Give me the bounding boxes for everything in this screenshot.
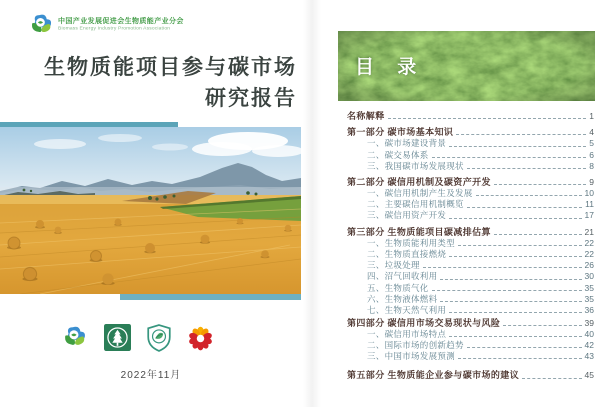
dot-leader [388,118,587,119]
dot-leader [458,245,582,246]
dot-leader [494,234,582,235]
toc-entry[interactable] [347,305,594,316]
association-name-en: Biomass Energy Industry Promotion Association [58,25,171,31]
toc-entry-label: 第三部分 生物质能项目碳减排估算 [347,226,491,237]
partner-logo-row [0,322,302,354]
toc-entry-page: 6 [589,149,594,160]
toc-entry[interactable] [347,227,594,238]
toc-entry-label: 四、沼气回收利用 [367,271,438,282]
toc-title: 目 录 [355,57,426,78]
toc-entry[interactable] [347,283,594,294]
toc-entry-page: 4 [589,127,594,138]
dot-leader [494,184,586,185]
toc-entry-page: 22 [584,237,594,248]
toc-entry-page: 17 [584,210,594,221]
toc-entry-label: 二、国际市场的创新趋势 [367,340,464,351]
toc-entry[interactable] [347,238,594,249]
dot-leader [467,207,582,208]
toc-entry-page: 39 [584,317,594,328]
dot-leader [476,195,582,196]
toc-entry-page: 35 [584,293,594,304]
toc-list [347,111,594,382]
toc-entry-label: 三、垃圾处理 [367,260,420,271]
toc-entry-label: 二、生物质直接燃烧 [367,249,447,260]
dot-leader [458,358,582,359]
toc-entry-label: 一、碳信用机制产生及发展 [367,188,473,199]
toc-entry-page: 21 [584,226,594,237]
toc-entry[interactable] [347,211,594,222]
toc-entry-page: 9 [589,176,594,187]
toc-entry[interactable] [347,249,594,260]
toc-entry-label: 第四部分 碳信用市场交易现状与风险 [347,317,501,328]
toc-entry-page: 22 [584,249,594,260]
toc-entry[interactable] [347,199,594,210]
dot-leader [423,267,582,268]
toc-entry-page: 5 [589,138,594,149]
dot-leader [440,301,581,302]
dot-leader [449,336,581,337]
dot-leader [449,218,581,219]
toc-entry-label: 名称解释 [347,110,385,121]
toc-entry-page: 40 [584,328,594,339]
toc-entry-page: 26 [584,260,594,271]
dot-leader [449,256,581,257]
dot-leader [440,279,581,280]
toc-entry-page: 30 [584,271,594,282]
association-leaf-heart-icon [29,13,54,36]
toc-entry[interactable] [347,188,594,199]
toc-entry[interactable] [347,351,594,362]
association-name-cn: 中国产业发展促进会生物质能产业分会 [58,17,184,25]
toc-forest-banner [338,31,595,101]
toc-entry-page: 10 [584,188,594,199]
toc-entry-label: 一、碳信用市场特点 [367,328,447,339]
toc-entry-page: 11 [585,199,594,210]
toc-entry-page: 45 [584,370,594,381]
report-title [17,52,297,114]
toc-entry-label: 七、生物天然气利用 [367,304,447,315]
toc-entry-page: 36 [584,304,594,315]
dot-leader [432,290,582,291]
toc-entry[interactable] [347,177,594,188]
toc-entry[interactable] [347,294,594,305]
toc-entry-label: 第五部分 生物质能企业参与碳市场的建议 [347,370,520,381]
green-tree-square-logo [104,324,131,351]
dot-leader [467,168,586,169]
dot-leader [456,134,586,135]
toc-entry-page: 1 [589,110,594,121]
toc-entry-label: 一、生物质能利用类型 [367,237,456,248]
toc-entry-label: 二、碳交易体系 [367,149,429,160]
dot-leader [503,325,581,326]
dot-leader [432,157,587,158]
toc-entry-label: 一、碳市场建设背景 [367,138,447,149]
publication-date: 2022年11月 [120,370,182,381]
dot-leader [467,347,582,348]
toc-entry[interactable] [347,127,594,138]
toc-entry-label: 三、中国市场发展预测 [367,351,456,362]
biomass-association-logo [62,324,88,350]
toc-entry[interactable] [347,329,594,340]
toc-entry-label: 二、主要碳信用机制概览 [367,199,464,210]
page-gutter [303,0,321,407]
toc-entry-label: 五、生物质气化 [367,282,429,293]
eco-shield-logo [146,324,172,352]
toc-entry[interactable] [347,161,594,172]
toc-entry[interactable] [347,370,594,381]
toc-entry-page: 43 [584,351,594,362]
toc-entry-label: 六、生物液体燃料 [367,293,438,304]
petrochina-logo [187,324,214,351]
teal-accent-bar-bottom [120,294,301,300]
report-title-line1: 生物质能项目参与碳市场 [44,56,297,79]
toc-entry-label: 第一部分 碳市场基本知识 [347,127,454,138]
dot-leader [522,378,581,379]
toc-entry[interactable] [347,340,594,351]
toc-entry[interactable] [347,111,594,122]
toc-entry-page: 35 [584,282,594,293]
association-name [58,17,195,33]
dot-leader [449,146,586,147]
toc-entry[interactable] [347,260,594,271]
toc-entry-label: 三、我国碳市场发展现状 [367,160,464,171]
toc-entry-label: 三、碳信用资产开发 [367,210,447,221]
cover-photo-hay-field [0,127,301,294]
toc-entry[interactable] [347,138,594,149]
toc-entry-page: 8 [589,160,594,171]
toc-entry[interactable] [347,271,594,282]
toc-entry[interactable] [347,150,594,161]
report-title-line2: 研究报告 [205,87,297,110]
dot-leader [449,312,581,313]
toc-entry-label: 第二部分 碳信用机制及碳资产开发 [347,176,491,187]
toc-entry[interactable] [347,318,594,329]
association-logo [29,13,195,36]
toc-entry-page: 42 [584,340,594,351]
